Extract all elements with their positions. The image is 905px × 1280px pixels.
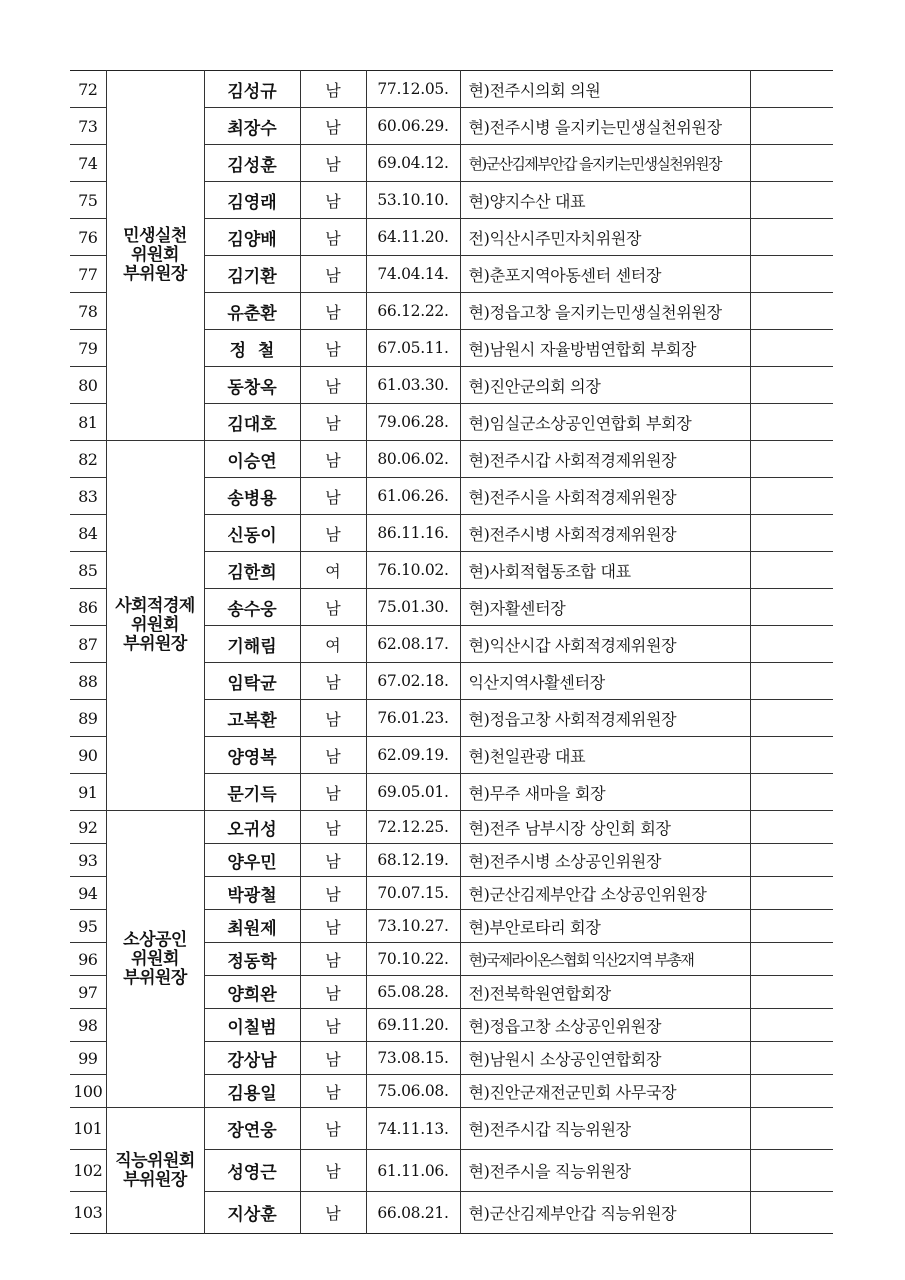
member-career: 현)자활센터장 bbox=[460, 589, 750, 626]
row-number: 78 bbox=[70, 293, 106, 330]
member-birthdate: 62.09.19. bbox=[366, 737, 460, 774]
member-career: 현)군산김제부안갑 소상공인위원장 bbox=[460, 877, 750, 910]
member-note bbox=[750, 1192, 833, 1234]
row-number: 103 bbox=[70, 1192, 106, 1234]
member-career: 현)전주시갑 사회적경제위원장 bbox=[460, 441, 750, 478]
member-career: 현)임실군소상공인연합회 부회장 bbox=[460, 404, 750, 441]
member-gender: 남 bbox=[300, 976, 366, 1009]
member-name: 성영근 bbox=[204, 1150, 300, 1192]
member-career: 전)익산시주민자치위원장 bbox=[460, 219, 750, 256]
member-gender: 남 bbox=[300, 1108, 366, 1150]
table-body bbox=[70, 71, 833, 1234]
member-career: 현)천일관광 대표 bbox=[460, 737, 750, 774]
row-number: 74 bbox=[70, 145, 106, 182]
member-gender: 남 bbox=[300, 515, 366, 552]
member-gender: 남 bbox=[300, 737, 366, 774]
member-career: 현)전주시병 사회적경제위원장 bbox=[460, 515, 750, 552]
member-birthdate: 67.02.18. bbox=[366, 663, 460, 700]
member-career: 전)전북학원연합회장 bbox=[460, 976, 750, 1009]
member-career: 현)전주시갑 직능위원장 bbox=[460, 1108, 750, 1150]
member-career: 익산지역사활센터장 bbox=[460, 663, 750, 700]
member-career: 현)춘포지역아동센터 센터장 bbox=[460, 256, 750, 293]
member-gender: 여 bbox=[300, 626, 366, 663]
member-note bbox=[750, 71, 833, 108]
member-birthdate: 76.01.23. bbox=[366, 700, 460, 737]
member-birthdate: 69.11.20. bbox=[366, 1009, 460, 1042]
table-row bbox=[70, 1108, 833, 1150]
group-label-line: 소상공인 bbox=[123, 929, 187, 950]
member-note bbox=[750, 515, 833, 552]
row-number: 92 bbox=[70, 811, 106, 844]
row-number: 81 bbox=[70, 404, 106, 441]
member-name: 강상남 bbox=[204, 1042, 300, 1075]
member-gender: 남 bbox=[300, 1009, 366, 1042]
member-note bbox=[750, 910, 833, 943]
member-birthdate: 53.10.10. bbox=[366, 182, 460, 219]
member-birthdate: 61.11.06. bbox=[366, 1150, 460, 1192]
member-note bbox=[750, 1150, 833, 1192]
member-birthdate: 66.08.21. bbox=[366, 1192, 460, 1234]
member-name: 동창옥 bbox=[204, 367, 300, 404]
member-career: 현)사회적협동조합 대표 bbox=[460, 552, 750, 589]
row-number: 94 bbox=[70, 877, 106, 910]
member-career: 현)익산시갑 사회적경제위원장 bbox=[460, 626, 750, 663]
member-gender: 남 bbox=[300, 700, 366, 737]
member-name: 정 철 bbox=[204, 330, 300, 367]
row-number: 82 bbox=[70, 441, 106, 478]
member-name: 송수웅 bbox=[204, 589, 300, 626]
member-gender: 남 bbox=[300, 108, 366, 145]
member-name: 이칠범 bbox=[204, 1009, 300, 1042]
member-gender: 남 bbox=[300, 877, 366, 910]
member-birthdate: 60.06.29. bbox=[366, 108, 460, 145]
member-name: 신동이 bbox=[204, 515, 300, 552]
member-gender: 남 bbox=[300, 145, 366, 182]
member-birthdate: 70.07.15. bbox=[366, 877, 460, 910]
member-career: 현)군산김제부안갑 직능위원장 bbox=[460, 1192, 750, 1234]
member-name: 양희완 bbox=[204, 976, 300, 1009]
roster-page bbox=[70, 70, 833, 1235]
member-note bbox=[750, 1009, 833, 1042]
member-birthdate: 76.10.02. bbox=[366, 552, 460, 589]
member-gender: 남 bbox=[300, 1150, 366, 1192]
member-gender: 여 bbox=[300, 552, 366, 589]
member-name: 김대호 bbox=[204, 404, 300, 441]
member-birthdate: 73.10.27. bbox=[366, 910, 460, 943]
member-career: 현)군산김제부안갑 을지키는민생실천위원장 bbox=[460, 145, 750, 182]
member-gender: 남 bbox=[300, 910, 366, 943]
member-career: 현)전주시을 사회적경제위원장 bbox=[460, 478, 750, 515]
row-number: 97 bbox=[70, 976, 106, 1009]
member-birthdate: 69.04.12. bbox=[366, 145, 460, 182]
member-name: 고복환 bbox=[204, 700, 300, 737]
row-number: 73 bbox=[70, 108, 106, 145]
member-birthdate: 61.06.26. bbox=[366, 478, 460, 515]
member-note bbox=[750, 976, 833, 1009]
member-career: 현)전주시의회 의원 bbox=[460, 71, 750, 108]
member-birthdate: 61.03.30. bbox=[366, 367, 460, 404]
member-name: 박광철 bbox=[204, 877, 300, 910]
group-label bbox=[106, 811, 204, 1108]
group-label-line: 부위원장 bbox=[123, 634, 187, 654]
member-note bbox=[750, 877, 833, 910]
row-number: 86 bbox=[70, 589, 106, 626]
member-note bbox=[750, 367, 833, 404]
member-birthdate: 69.05.01. bbox=[366, 774, 460, 811]
group-label-line: 민생실천 bbox=[123, 226, 187, 246]
member-name: 최장수 bbox=[204, 108, 300, 145]
member-note bbox=[750, 1075, 833, 1108]
member-note bbox=[750, 145, 833, 182]
row-number: 89 bbox=[70, 700, 106, 737]
member-career: 현)국제라이온스협회 익산2지역 부총재 bbox=[460, 943, 750, 976]
member-note bbox=[750, 943, 833, 976]
member-name: 임탁균 bbox=[204, 663, 300, 700]
member-note bbox=[750, 219, 833, 256]
member-note bbox=[750, 589, 833, 626]
member-gender: 남 bbox=[300, 330, 366, 367]
member-gender: 남 bbox=[300, 811, 366, 844]
member-gender: 남 bbox=[300, 1042, 366, 1075]
member-note bbox=[750, 404, 833, 441]
row-number: 77 bbox=[70, 256, 106, 293]
member-birthdate: 79.06.28. bbox=[366, 404, 460, 441]
row-number: 102 bbox=[70, 1150, 106, 1192]
row-number: 84 bbox=[70, 515, 106, 552]
member-gender: 남 bbox=[300, 367, 366, 404]
member-career: 현)전주 남부시장 상인회 회장 bbox=[460, 811, 750, 844]
member-note bbox=[750, 330, 833, 367]
member-birthdate: 74.04.14. bbox=[366, 256, 460, 293]
member-note bbox=[750, 182, 833, 219]
member-name: 정동학 bbox=[204, 943, 300, 976]
member-name: 장연웅 bbox=[204, 1108, 300, 1150]
row-number: 96 bbox=[70, 943, 106, 976]
group-label-line: 부위원장 bbox=[123, 264, 187, 284]
member-gender: 남 bbox=[300, 219, 366, 256]
group-label bbox=[106, 71, 204, 441]
member-career: 현)부안로타리 회장 bbox=[460, 910, 750, 943]
member-career: 현)진안군의회 의장 bbox=[460, 367, 750, 404]
row-number: 95 bbox=[70, 910, 106, 943]
member-gender: 남 bbox=[300, 1192, 366, 1234]
member-gender: 남 bbox=[300, 478, 366, 515]
row-number: 100 bbox=[70, 1075, 106, 1108]
member-birthdate: 77.12.05. bbox=[366, 71, 460, 108]
member-career: 현)정읍고창 소상공인위원장 bbox=[460, 1009, 750, 1042]
member-birthdate: 68.12.19. bbox=[366, 844, 460, 877]
member-career: 현)전주시을 직능위원장 bbox=[460, 1150, 750, 1192]
member-career: 현)남원시 자율방범연합회 부회장 bbox=[460, 330, 750, 367]
member-name: 김영래 bbox=[204, 182, 300, 219]
member-note bbox=[750, 552, 833, 589]
table-row bbox=[70, 71, 833, 108]
member-birthdate: 62.08.17. bbox=[366, 626, 460, 663]
row-number: 88 bbox=[70, 663, 106, 700]
member-gender: 남 bbox=[300, 1075, 366, 1108]
member-note bbox=[750, 441, 833, 478]
member-career: 현)남원시 소상공인연합회장 bbox=[460, 1042, 750, 1075]
member-birthdate: 74.11.13. bbox=[366, 1108, 460, 1150]
member-note bbox=[750, 108, 833, 145]
group-label bbox=[106, 1108, 204, 1234]
member-note bbox=[750, 256, 833, 293]
member-name: 김한희 bbox=[204, 552, 300, 589]
member-name: 지상훈 bbox=[204, 1192, 300, 1234]
member-roster-table bbox=[70, 70, 833, 1234]
member-name: 김용일 bbox=[204, 1075, 300, 1108]
row-number: 91 bbox=[70, 774, 106, 811]
row-number: 101 bbox=[70, 1108, 106, 1150]
row-number: 76 bbox=[70, 219, 106, 256]
table-row bbox=[70, 811, 833, 844]
group-label-line: 부위원장 bbox=[123, 967, 187, 988]
member-name: 양영복 bbox=[204, 737, 300, 774]
member-name: 김성규 bbox=[204, 71, 300, 108]
member-note bbox=[750, 1108, 833, 1150]
row-number: 93 bbox=[70, 844, 106, 877]
group-label bbox=[106, 441, 204, 811]
group-label-line: 직능위원회 bbox=[115, 1150, 195, 1171]
member-note bbox=[750, 1042, 833, 1075]
member-birthdate: 64.11.20. bbox=[366, 219, 460, 256]
member-gender: 남 bbox=[300, 943, 366, 976]
member-name: 최원제 bbox=[204, 910, 300, 943]
member-name: 김기환 bbox=[204, 256, 300, 293]
member-career: 현)무주 새마을 회장 bbox=[460, 774, 750, 811]
member-career: 현)전주시병 소상공인위원장 bbox=[460, 844, 750, 877]
member-note bbox=[750, 663, 833, 700]
member-gender: 남 bbox=[300, 293, 366, 330]
member-birthdate: 66.12.22. bbox=[366, 293, 460, 330]
member-gender: 남 bbox=[300, 256, 366, 293]
member-name: 양우민 bbox=[204, 844, 300, 877]
member-birthdate: 73.08.15. bbox=[366, 1042, 460, 1075]
member-note bbox=[750, 737, 833, 774]
row-number: 80 bbox=[70, 367, 106, 404]
member-birthdate: 86.11.16. bbox=[366, 515, 460, 552]
member-note bbox=[750, 626, 833, 663]
row-number: 99 bbox=[70, 1042, 106, 1075]
member-gender: 남 bbox=[300, 71, 366, 108]
row-number: 72 bbox=[70, 71, 106, 108]
member-gender: 남 bbox=[300, 182, 366, 219]
member-name: 오귀성 bbox=[204, 811, 300, 844]
member-name: 김양배 bbox=[204, 219, 300, 256]
member-note bbox=[750, 478, 833, 515]
member-gender: 남 bbox=[300, 663, 366, 700]
member-name: 문기득 bbox=[204, 774, 300, 811]
member-gender: 남 bbox=[300, 844, 366, 877]
member-name: 기해림 bbox=[204, 626, 300, 663]
member-note bbox=[750, 844, 833, 877]
member-gender: 남 bbox=[300, 441, 366, 478]
member-birthdate: 65.08.28. bbox=[366, 976, 460, 1009]
group-label-line: 사회적경제 bbox=[115, 596, 195, 616]
member-note bbox=[750, 293, 833, 330]
member-gender: 남 bbox=[300, 589, 366, 626]
member-career: 현)전주시병 을지키는민생실천위원장 bbox=[460, 108, 750, 145]
member-gender: 남 bbox=[300, 404, 366, 441]
member-career: 현)양지수산 대표 bbox=[460, 182, 750, 219]
member-career: 현)진안군재전군민회 사무국장 bbox=[460, 1075, 750, 1108]
row-number: 98 bbox=[70, 1009, 106, 1042]
member-name: 이승연 bbox=[204, 441, 300, 478]
table-row bbox=[70, 441, 833, 478]
member-birthdate: 70.10.22. bbox=[366, 943, 460, 976]
member-birthdate: 72.12.25. bbox=[366, 811, 460, 844]
member-birthdate: 75.01.30. bbox=[366, 589, 460, 626]
member-note bbox=[750, 774, 833, 811]
row-number: 75 bbox=[70, 182, 106, 219]
member-note bbox=[750, 700, 833, 737]
member-career: 현)정읍고창 사회적경제위원장 bbox=[460, 700, 750, 737]
member-note bbox=[750, 811, 833, 844]
member-gender: 남 bbox=[300, 774, 366, 811]
member-name: 유춘환 bbox=[204, 293, 300, 330]
row-number: 87 bbox=[70, 626, 106, 663]
member-career: 현)정읍고창 을지키는민생실천위원장 bbox=[460, 293, 750, 330]
member-birthdate: 67.05.11. bbox=[366, 330, 460, 367]
row-number: 79 bbox=[70, 330, 106, 367]
group-label-line: 위원회 bbox=[131, 245, 179, 265]
member-birthdate: 75.06.08. bbox=[366, 1075, 460, 1108]
member-name: 김성훈 bbox=[204, 145, 300, 182]
member-birthdate: 80.06.02. bbox=[366, 441, 460, 478]
row-number: 83 bbox=[70, 478, 106, 515]
row-number: 85 bbox=[70, 552, 106, 589]
group-label-line: 부위원장 bbox=[123, 1169, 187, 1190]
row-number: 90 bbox=[70, 737, 106, 774]
member-name: 송병용 bbox=[204, 478, 300, 515]
group-label-line: 위원회 bbox=[131, 615, 179, 635]
group-label-line: 위원회 bbox=[131, 948, 179, 969]
